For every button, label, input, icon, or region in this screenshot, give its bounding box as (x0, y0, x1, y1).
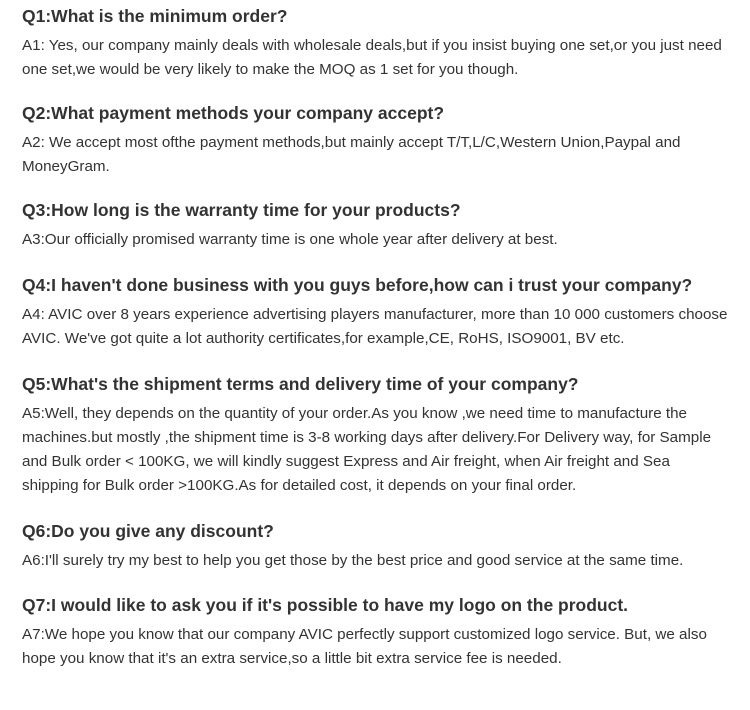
faq-answer: A3:Our officially promised warranty time is one whole year after delivery at best. (22, 231, 558, 248)
faq-answer: A4: AVIC over 8 years experience advertising players manufacturer, more than 10 000 customers choose AVIC. We've got quite a lot authority certificates,for example,CE, RoHS, ISO9001, BV etc. (22, 306, 728, 347)
faq-item-shipment (22, 373, 730, 498)
faq-question: Q5:What's the shipment terms and delivery time of your company? (22, 374, 579, 394)
faq-question: Q4:I haven't done business with you guys before,how can i trust your company? (22, 275, 693, 295)
faq-answer: A1: Yes, our company mainly deals with wholesale deals,but if you insist buying one set,or you just need one set,we would be very likely to make the MOQ as 1 set for you though. (22, 37, 722, 78)
faq-item-minimum-order (22, 5, 730, 82)
faq-answer: A6:I'll surely try my best to help you get those by the best price and good service at the same time. (22, 552, 684, 569)
faq-answer: A7:We hope you know that our company AVIC perfectly support customized logo service. But, we also hope you know that it's an extra service,so a little bit extra service fee is needed. (22, 626, 707, 667)
faq-question: Q7:I would like to ask you if it's possible to have my logo on the product. (22, 595, 629, 615)
faq-question: Q1:What is the minimum order? (22, 6, 288, 26)
faq-answer: A2: We accept most ofthe payment methods,but mainly accept T/T,L/C,Western Union,Paypal and MoneyGram. (22, 134, 681, 175)
faq-item-logo (22, 594, 730, 671)
faq-question: Q3:How long is the warranty time for your products? (22, 200, 461, 220)
faq-question: Q2:What payment methods your company accept? (22, 103, 445, 123)
faq-question: Q6:Do you give any discount? (22, 521, 274, 541)
faq-item-trust (22, 274, 730, 351)
faq-item-warranty (22, 199, 730, 252)
faq-item-discount (22, 520, 730, 573)
faq-answer: A5:Well, they depends on the quantity of your order.As you know ,we need time to manufacture the machines.but mostly ,the shipment time is 3-8 working days after delivery.For Delivery way, for Sample and Bulk order < 100KG, we will kindly suggest Express and Air freight, when Air freight and Sea shipping for Bulk order >100KG.As for detailed cost, it depends on your final order. (22, 405, 712, 494)
faq-item-payment-methods (22, 102, 730, 179)
